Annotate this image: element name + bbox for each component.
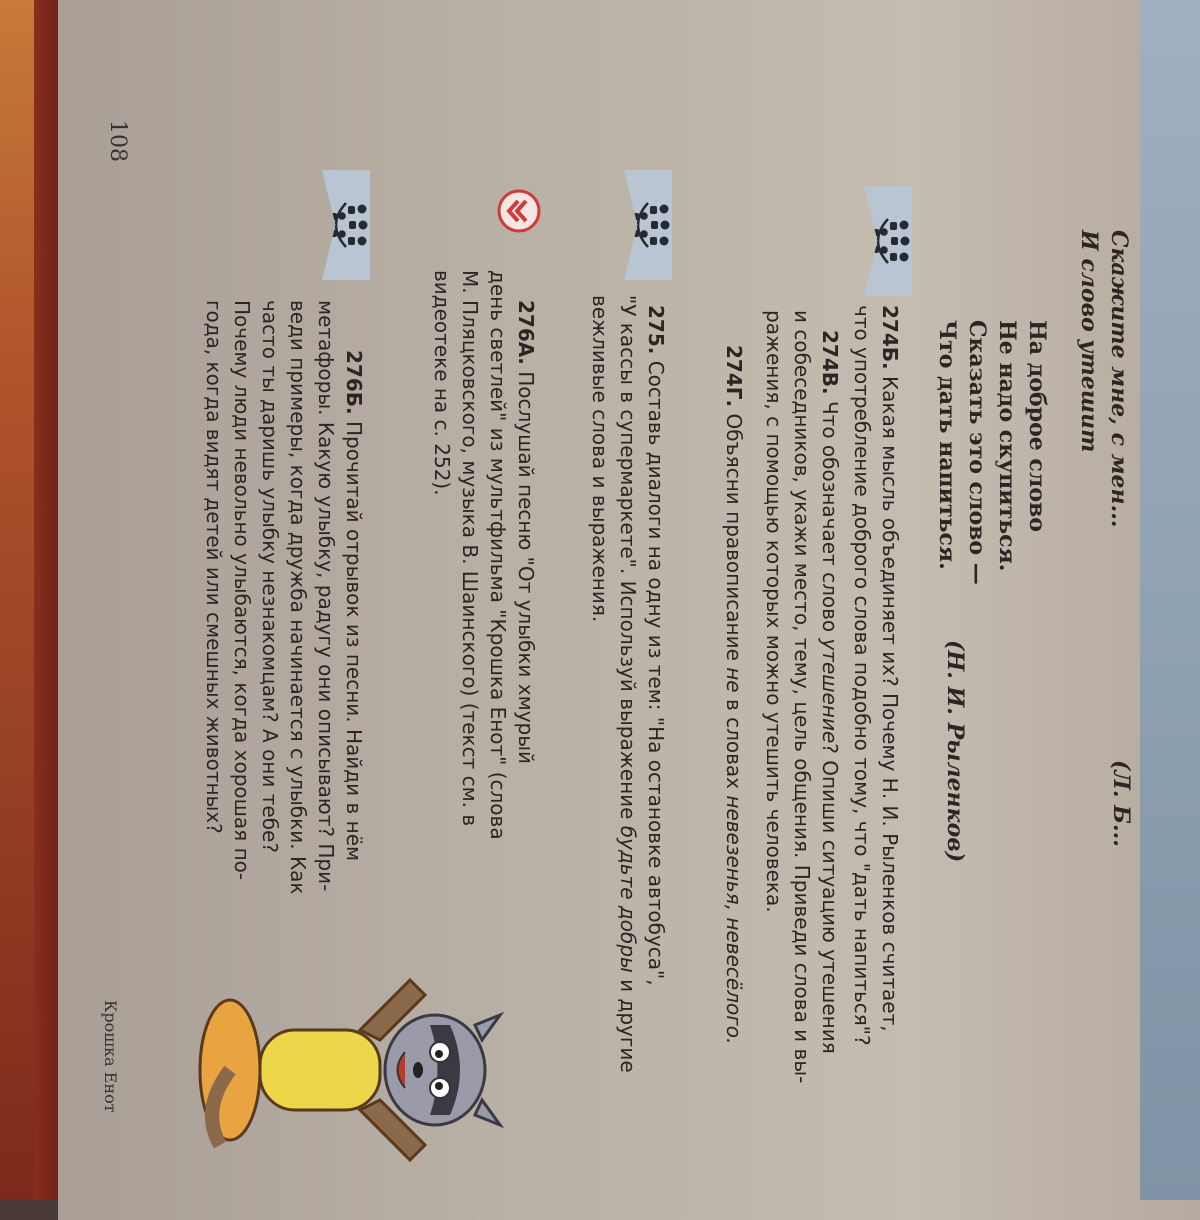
task-274g-line-1b: в словах: [722, 692, 746, 796]
task-275-line-1: Составь диалоги на одну из тем: "На остановке автобуса",: [644, 360, 668, 986]
task-274b-line-1: Какая мысль объединяет их? Почему Н. И. Рыленков считает,: [878, 375, 902, 1032]
page-content: [40, 0, 1140, 1200]
task-276b-line-5: Почему люди невольно улыбаются, когда хорошая по-: [230, 300, 254, 881]
task-276b-line-2: метафоры. Какую улыбку, радугу они описывают? При-: [314, 300, 338, 892]
task-275-line-2b: и другие: [616, 972, 640, 1073]
task-275-line-3: вежливые слова и выражения.: [588, 295, 612, 623]
poem-line-4: Что дать напиться.: [934, 320, 960, 570]
next-page-edge: [1140, 0, 1200, 1200]
task-276b-line-3: веди примеры, когда дружба начинается с улыбки. Как: [286, 300, 310, 895]
task-274b-line-2: что употребление доброго слова подобно тому, что "дать напиться"?: [850, 305, 874, 1046]
task-274v: [760, 310, 844, 1084]
task-276b: [200, 300, 368, 895]
task-275: [586, 295, 670, 1073]
illustration-caption: Крошка Енот: [101, 1000, 120, 1113]
poem-author: (Н. И. Рыленков): [942, 640, 968, 863]
task-276a-line-1: Послушай песню "От улыбки хмурый: [514, 371, 538, 765]
task-276b-line-1: Прочитай отрывок из песни. Найди в нём: [342, 420, 366, 862]
task-275-line-2a: "У кассы в супермаркете". Используй выражение: [616, 295, 640, 826]
task-274v-line-1b: ? Опиши ситуацию утешения: [818, 743, 842, 1054]
group-work-icon: [328, 199, 368, 251]
poem-line-1: На доброе слово: [1024, 320, 1050, 532]
task-274g-line-1a: Объясни правописание: [722, 413, 746, 668]
double-chevron-icon: [496, 188, 542, 234]
page-number: 108: [105, 120, 130, 162]
task-276b-number: 276Б.: [342, 350, 366, 415]
raccoon-illustration: [190, 970, 530, 1170]
poem-top-author: (Л. Б...: [1108, 760, 1134, 847]
poem-top-line-1: Скажите мне, с мен...: [1106, 230, 1132, 528]
task-274v-line-2: и собеседников, укажи место, тему, цель общения. Приведи слова и вы-: [790, 310, 814, 1084]
poem-line-3: Сказать это слово —: [964, 320, 990, 585]
book-cover-corner: [0, 0, 34, 1200]
task-274v-line-3: ражения, с помощью которых можно утешить человека.: [762, 310, 786, 913]
task-274g-emphasis-1: не: [722, 667, 746, 693]
task-276a-line-2: день светлей" из мультфильма "Крошка Енот" (слова: [486, 270, 510, 840]
task-276b-line-6: года, когда видят детей или смешных животных?: [202, 300, 226, 834]
group-work-badge: [864, 186, 912, 296]
task-276a-line-3: М. Пляцковского, музыка В. Шаинского) (текст см. в: [458, 270, 482, 827]
poem-line-2: Не надо скупиться.: [994, 320, 1020, 572]
task-274v-line-1a: Что обозначает слово: [818, 400, 842, 639]
task-276a: [428, 270, 540, 840]
group-work-badge-2: [624, 170, 672, 280]
task-274v-number: 274В.: [818, 330, 842, 395]
task-275-emphasis: будьте добры: [616, 825, 640, 973]
task-276b-line-4: часто ты даришь улыбку незнакомцам? А они тебе?: [258, 300, 282, 853]
group-work-icon: [870, 215, 910, 267]
group-work-icon: [630, 199, 670, 251]
task-274g-emphasis-2: невезенья, невесёлого.: [722, 795, 746, 1045]
task-274g-number: 274Г.: [722, 345, 746, 408]
task-274v-emphasis: утешение: [818, 638, 842, 744]
task-276a-number: 276А.: [514, 300, 538, 365]
task-274b: [848, 305, 904, 1046]
group-work-badge-3: [322, 170, 370, 280]
task-274g: [720, 345, 748, 1044]
task-276a-line-4: видеотеке на с. 252).: [430, 270, 454, 496]
task-275-number: 275.: [644, 305, 668, 355]
task-274b-number: 274Б.: [878, 305, 902, 370]
poem-top-line-2: И слово утешит: [1076, 230, 1102, 453]
